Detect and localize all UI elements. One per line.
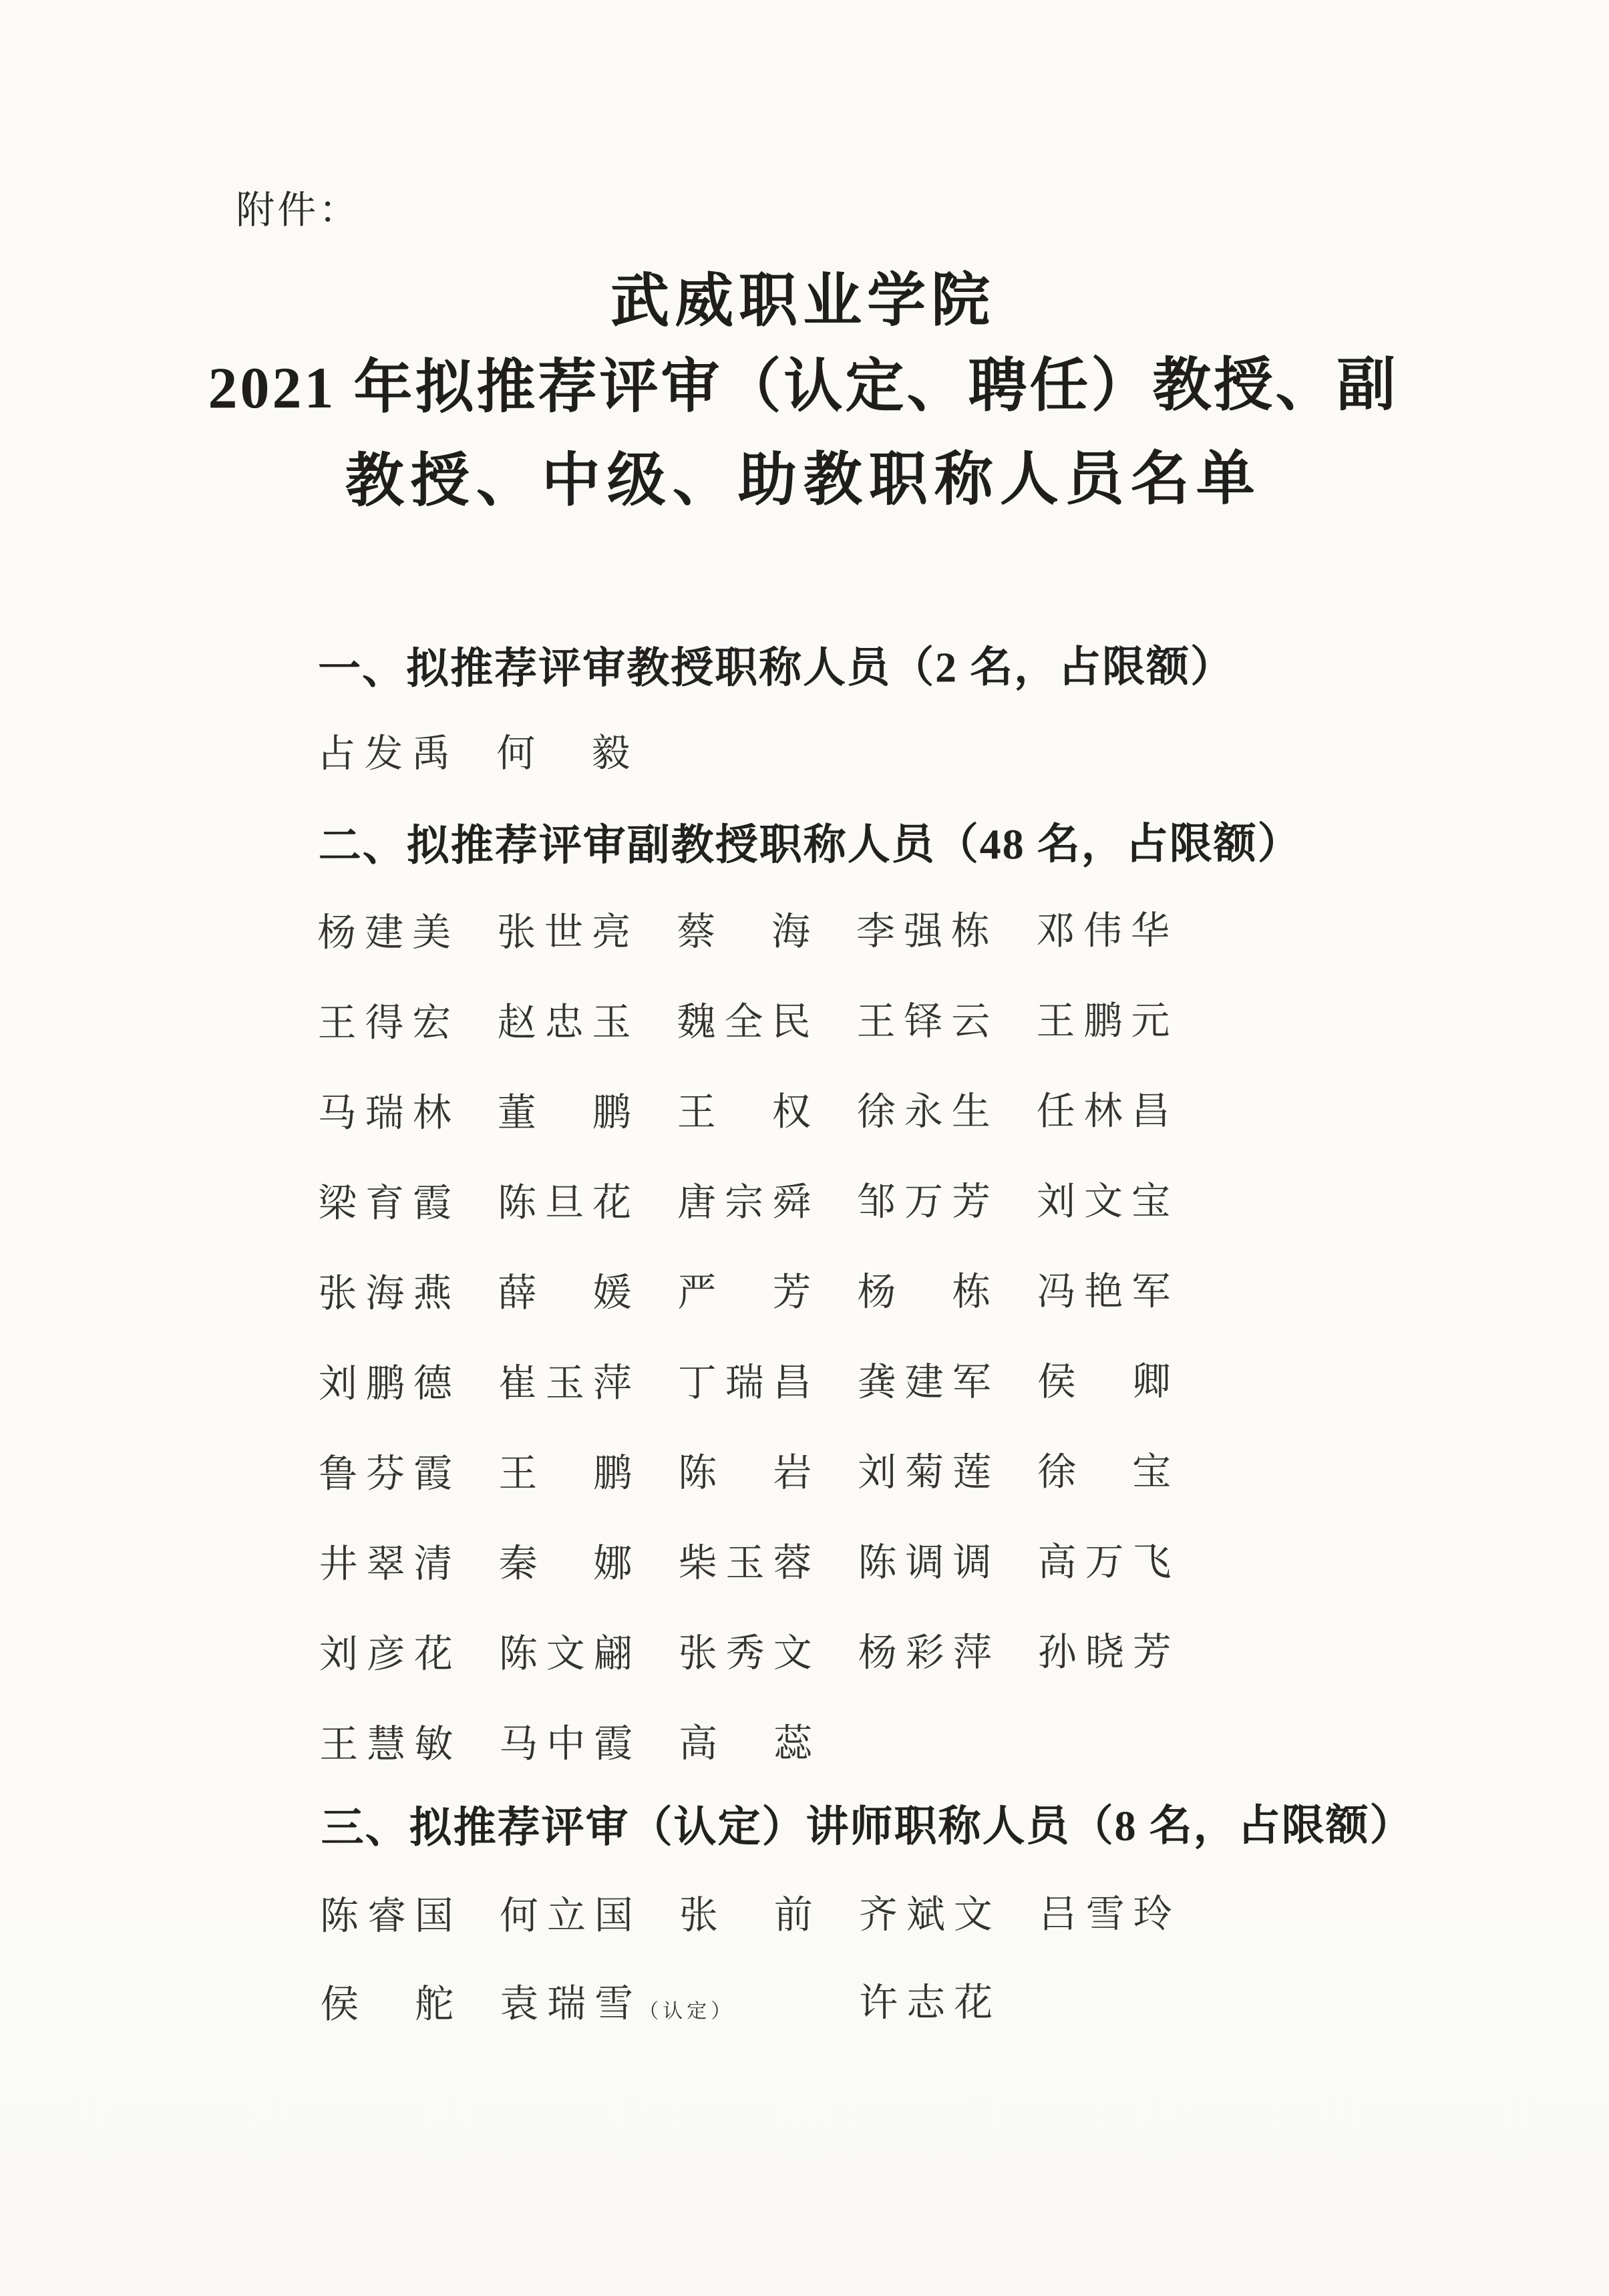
section-2-row-5 xyxy=(318,1269,1171,1315)
person-name: 任 林 昌 xyxy=(1036,1089,1170,1134)
person-name: 蔡 海 xyxy=(676,909,811,954)
title-line-3: 教授、中级、助教职称人员名单 xyxy=(345,447,1262,514)
person-name: 王 鹏 xyxy=(498,1451,633,1496)
person-name: 唐 宗 舜 xyxy=(677,1180,812,1224)
section-3-row-2 xyxy=(320,1983,993,2024)
person-name: 王 慧 敏 xyxy=(319,1722,454,1766)
person-name: 刘 鹏 德 xyxy=(318,1361,452,1406)
section-2-heading: 二、拟推荐评审副教授职称人员（48 名，占限额） xyxy=(318,820,1302,870)
person-name: 陈 睿 国 xyxy=(319,1894,454,1938)
person-name: 秦 娜 xyxy=(498,1541,633,1586)
section-1-heading: 一、拟推荐评审教授职称人员（2 名，占限额） xyxy=(317,643,1235,693)
person-name: 何 毅 xyxy=(496,731,631,776)
person-name: 鲁 芬 霞 xyxy=(319,1452,453,1496)
section-2-row-10 xyxy=(319,1721,813,1766)
section-3-row-1 xyxy=(319,1892,1172,1938)
person-name: 杨 建 美 xyxy=(317,911,452,955)
person-name: 高 蕊 xyxy=(679,1721,813,1766)
person-name: 刘 菊 莲 xyxy=(858,1450,992,1494)
person-name: 邓 伟 华 xyxy=(1035,909,1170,953)
section-2-row-3 xyxy=(317,1089,1170,1135)
person-name: 陈 旦 花 xyxy=(498,1180,632,1225)
person-name: 柴 玉 蓉 xyxy=(678,1540,812,1585)
person-name: 邹 万 芳 xyxy=(857,1180,991,1224)
title-line-2: 2021 年拟推荐评审（认定、聘任）教授、副 xyxy=(208,353,1399,422)
person-name: 陈 调 调 xyxy=(858,1540,992,1585)
person-name: 刘 文 宝 xyxy=(1037,1179,1171,1224)
section-1-row-1 xyxy=(317,731,631,776)
person-name: 许 志 花 xyxy=(859,1981,993,2025)
person-name: 薛 媛 xyxy=(498,1271,632,1315)
person-name: 侯 卿 xyxy=(1037,1359,1171,1404)
section-2-row-9 xyxy=(319,1630,1172,1676)
person-name: 张 秀 文 xyxy=(678,1631,812,1675)
person-name: 吕 雪 玲 xyxy=(1038,1892,1172,1937)
section-2-row-6 xyxy=(318,1359,1171,1406)
person-name: 袁 瑞 雪 xyxy=(500,1981,634,2026)
person-name: 杨 栋 xyxy=(857,1270,991,1314)
person-name: 高 万 飞 xyxy=(1037,1540,1172,1585)
section-2-row-8 xyxy=(319,1540,1172,1586)
empty-name-slot xyxy=(679,1984,813,2023)
person-name: 张 世 亮 xyxy=(496,910,631,955)
attachment-label: 附件： xyxy=(236,188,361,232)
person-name: 井 翠 清 xyxy=(319,1542,453,1586)
person-name: 徐 永 生 xyxy=(856,1090,991,1134)
person-name: 王 得 宏 xyxy=(317,1001,452,1045)
person-name: 齐 斌 文 xyxy=(858,1893,993,1937)
person-name: 何 立 国 xyxy=(499,1893,633,1938)
person-name: 张 海 燕 xyxy=(318,1271,452,1315)
section-2-row-4 xyxy=(318,1179,1171,1225)
person-name: 马 瑞 林 xyxy=(317,1091,452,1135)
person-name: 丁 瑞 昌 xyxy=(677,1360,812,1405)
person-name: 马 中 霞 xyxy=(499,1721,633,1766)
title-line-1: 武威职业学院 xyxy=(610,269,996,335)
person-name: 王 权 xyxy=(677,1090,811,1134)
section-2-row-7 xyxy=(319,1450,1172,1496)
person-name: 冯 艳 军 xyxy=(1037,1269,1171,1314)
person-name-with-note xyxy=(500,1981,735,2026)
person-name: 龚 建 军 xyxy=(857,1360,991,1404)
person-name: 张 前 xyxy=(679,1893,813,1937)
person-name: 梁 育 霞 xyxy=(318,1181,452,1225)
person-name: 侯 舵 xyxy=(320,1982,454,2026)
person-name: 刘 彦 花 xyxy=(319,1632,453,1676)
person-name: 占 发 禹 xyxy=(317,731,451,776)
person-name: 李 强 栋 xyxy=(856,909,991,953)
person-name: 赵 忠 玉 xyxy=(497,1000,631,1045)
person-name: 陈 岩 xyxy=(678,1450,812,1495)
section-2-row-2 xyxy=(317,999,1170,1045)
person-name: 徐 宝 xyxy=(1037,1450,1172,1494)
person-name: 王 铎 云 xyxy=(856,999,991,1043)
person-name: 陈 文 翩 xyxy=(498,1631,633,1676)
person-name: 董 鹏 xyxy=(497,1090,631,1135)
person-name: 王 鹏 元 xyxy=(1036,999,1170,1043)
person-name: 魏 全 民 xyxy=(677,999,811,1044)
section-2-row-1 xyxy=(317,909,1170,955)
person-name: 严 芳 xyxy=(677,1270,812,1315)
person-name: 杨 彩 萍 xyxy=(858,1631,992,1675)
person-name: 孙 晓 芳 xyxy=(1037,1630,1172,1675)
section-3-heading: 三、拟推荐评审（认定）讲师职称人员（8 名，占限额） xyxy=(321,1801,1414,1852)
person-name: 崔 玉 萍 xyxy=(498,1361,632,1406)
rending-note: （认定） xyxy=(639,2000,735,2023)
